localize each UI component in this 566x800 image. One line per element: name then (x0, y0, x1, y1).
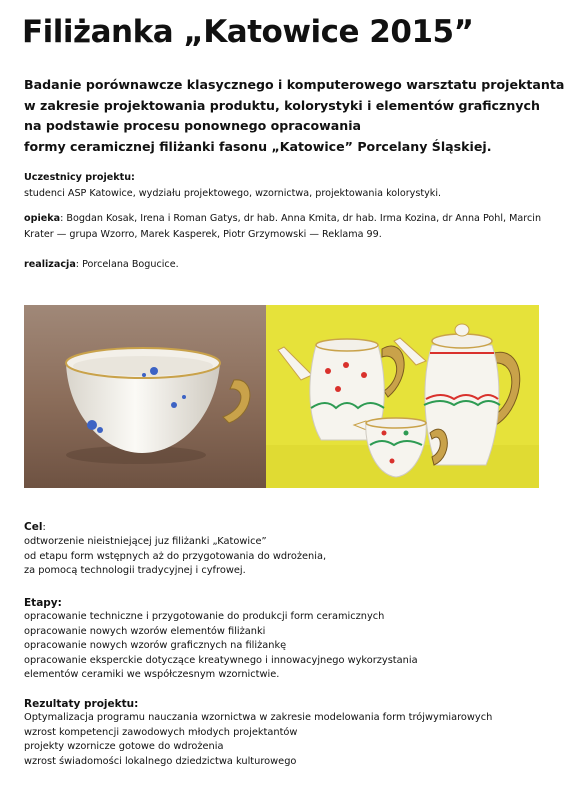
care-block (24, 211, 544, 242)
care-heading: opieka (24, 213, 61, 224)
stages-heading: Etapy: (24, 597, 62, 609)
lead-line: na podstawie procesu ponownego opracowania (24, 118, 362, 133)
participants-heading: Uczestnicy projektu: (24, 172, 135, 183)
results-line: wzrost kompetencji zawodowych młodych projektantów (24, 726, 298, 738)
stages-line: opracowanie eksperckie dotyczące kreatywnego i innowacyjnego wykorzystania (24, 654, 418, 666)
participants-text: studenci ASP Katowice, wydziału projektowego, wzornictwa, projektowania kolorystyki. (24, 187, 442, 199)
realization-block (24, 257, 544, 273)
lead-line: w zakresie projektowania produktu, kolorystyki i elementów graficznych (24, 97, 540, 113)
realization-heading: realizacja (24, 259, 76, 270)
stages-line: opracowanie nowych wzorów graficznych na filiżankę (24, 640, 287, 652)
teacup-illustration (24, 305, 266, 488)
participants-block (24, 170, 544, 201)
goal-colon: : (42, 522, 46, 533)
tea-set-illustration (266, 305, 539, 488)
realization-text: : Porcelana Bogucice. (75, 259, 179, 270)
lead-paragraph (24, 75, 564, 157)
goal-heading: Cel (24, 521, 43, 533)
stages-section (24, 596, 544, 682)
lead-line: Badanie porównawcze klasycznego i komputerowego warsztatu projektanta (24, 77, 565, 92)
results-line: projekty wzornicze gotowe do wdrożenia (24, 741, 224, 753)
results-line: wzrost świadomości lokalnego dziedzictwa kulturowego (24, 755, 297, 767)
teacup-photo (24, 305, 266, 488)
stages-line: opracowanie nowych wzorów elementów filiżanki (24, 625, 266, 637)
goal-line: od etapu form wstępnych aż do przygotowania do wdrożenia, (24, 550, 327, 562)
results-heading: Rezultaty projektu: (24, 698, 139, 710)
results-section (24, 697, 544, 769)
goal-section (24, 520, 544, 579)
tea-set-photo (266, 305, 539, 488)
stages-line: opracowanie techniczne i przygotowanie do produkcji form ceramicznych (24, 611, 385, 623)
care-text: : Bogdan Kosak, Irena i Roman Gatys, dr hab. Anna Kmita, dr hab. Irma Kozina, dr Anna Pohl, Marcin Krater — grupa Wzorro, Marek Kasperek, Piotr Grzymowski — Reklama 99. (24, 213, 542, 240)
stages-line: elementów ceramiki we współczesnym wzornictwie. (24, 669, 280, 681)
results-line: Optymalizacja programu nauczania wzornictwa w zakresie modelowania form trójwymiarowych (24, 712, 493, 724)
lead-line: formy ceramicznej filiżanki fasonu „Katowice” Porcelany Śląskiej. (24, 138, 492, 154)
photo-strip (24, 305, 539, 488)
goal-line: odtworzenie nieistniejącej juz filiżanki „Katowice” (24, 536, 267, 548)
goal-line: za pomocą technologii tradycyjnej i cyfrowej. (24, 565, 246, 577)
page-title: Filiżanka „Katowice 2015” (22, 14, 474, 50)
